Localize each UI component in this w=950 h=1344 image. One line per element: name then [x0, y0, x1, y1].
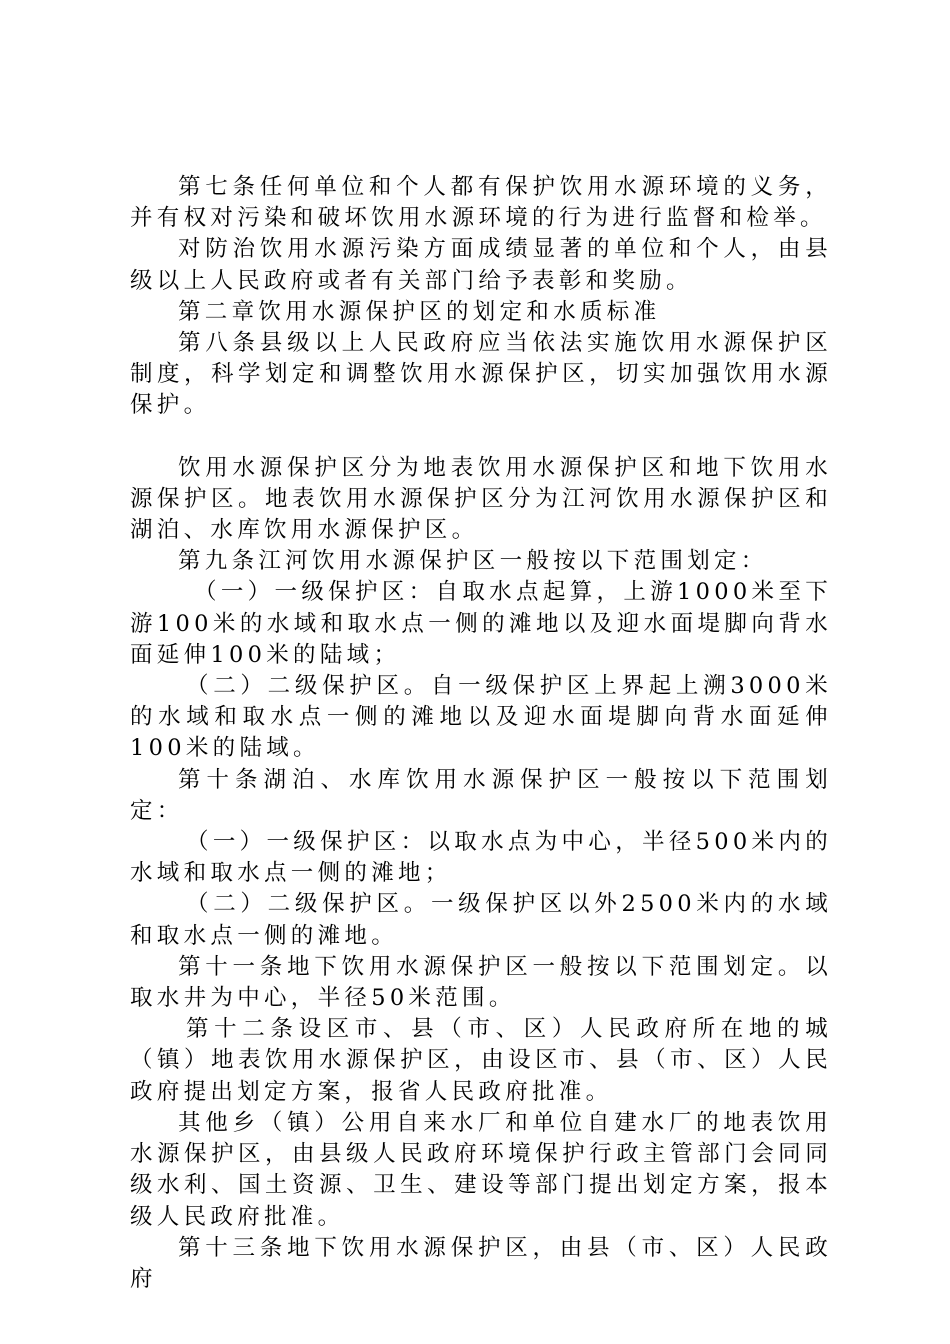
article-12-paragraph: 第十二条设区市、县（市、区）人民政府所在地的城（镇）地表饮用水源保护区，由设区市、县（市、区）人民政府提出划定方案，报省人民政府批准。 [130, 1016, 832, 1105]
document-body [130, 172, 832, 1295]
river-level-1-paragraph: （一）一级保护区：自取水点起算，上游1000米至下游100米的水域和取水点一侧的滩地以及迎水面堤脚向背水面延伸100米的陆域； [130, 579, 832, 668]
lake-level-1-paragraph: （一）一级保护区：以取水点为中心，半径500米内的水域和取水点一侧的滩地； [130, 829, 832, 887]
article-13-paragraph: 第十三条地下饮用水源保护区，由县（市、区）人民政府 [130, 1234, 832, 1292]
article-7-paragraph: 第七条任何单位和个人都有保护饮用水源环境的义务，并有权对污染和破坏饮用水源环境的行为进行监督和检举。 [130, 174, 832, 232]
lake-level-2-paragraph: （二）二级保护区。一级保护区以外2500米内的水域和取水点一侧的滩地。 [130, 891, 832, 949]
other-townships-paragraph: 其他乡（镇）公用自来水厂和单位自建水厂的地表饮用水源保护区，由县级人民政府环境保护行政主管部门会同同级水利、国土资源、卫生、建设等部门提出划定方案，报本级人民政府批准。 [130, 1109, 832, 1230]
article-10-paragraph: 第十条湖泊、水库饮用水源保护区一般按以下范围划定： [130, 766, 832, 824]
article-11-paragraph: 第十一条地下饮用水源保护区一般按以下范围划定。以取水井为中心，半径50米范围。 [130, 953, 832, 1012]
article-9-paragraph: 第九条江河饮用水源保护区一般按以下范围划定： [178, 548, 768, 575]
commendation-paragraph: 对防治饮用水源污染方面成绩显著的单位和个人，由县级以上人民政府或者有关部门给予表彰和奖励。 [130, 236, 832, 294]
article-8-paragraph: 第八条县级以上人民政府应当依法实施饮用水源保护区制度，科学划定和调整饮用水源保护区，切实加强饮用水源保护。 [130, 330, 832, 419]
protection-zone-types-paragraph: 饮用水源保护区分为地表饮用水源保护区和地下饮用水源保护区。地表饮用水源保护区分为江河饮用水源保护区和湖泊、水库饮用水源保护区。 [130, 454, 832, 544]
chapter-2-heading: 第二章饮用水源保护区的划定和水质标准 [178, 298, 661, 325]
river-level-2-paragraph: （二）二级保护区。自一级保护区上界起上溯3000米的水域和取水点一侧的滩地以及迎水面堤脚向背水面延伸100米的陆域。 [130, 673, 832, 762]
